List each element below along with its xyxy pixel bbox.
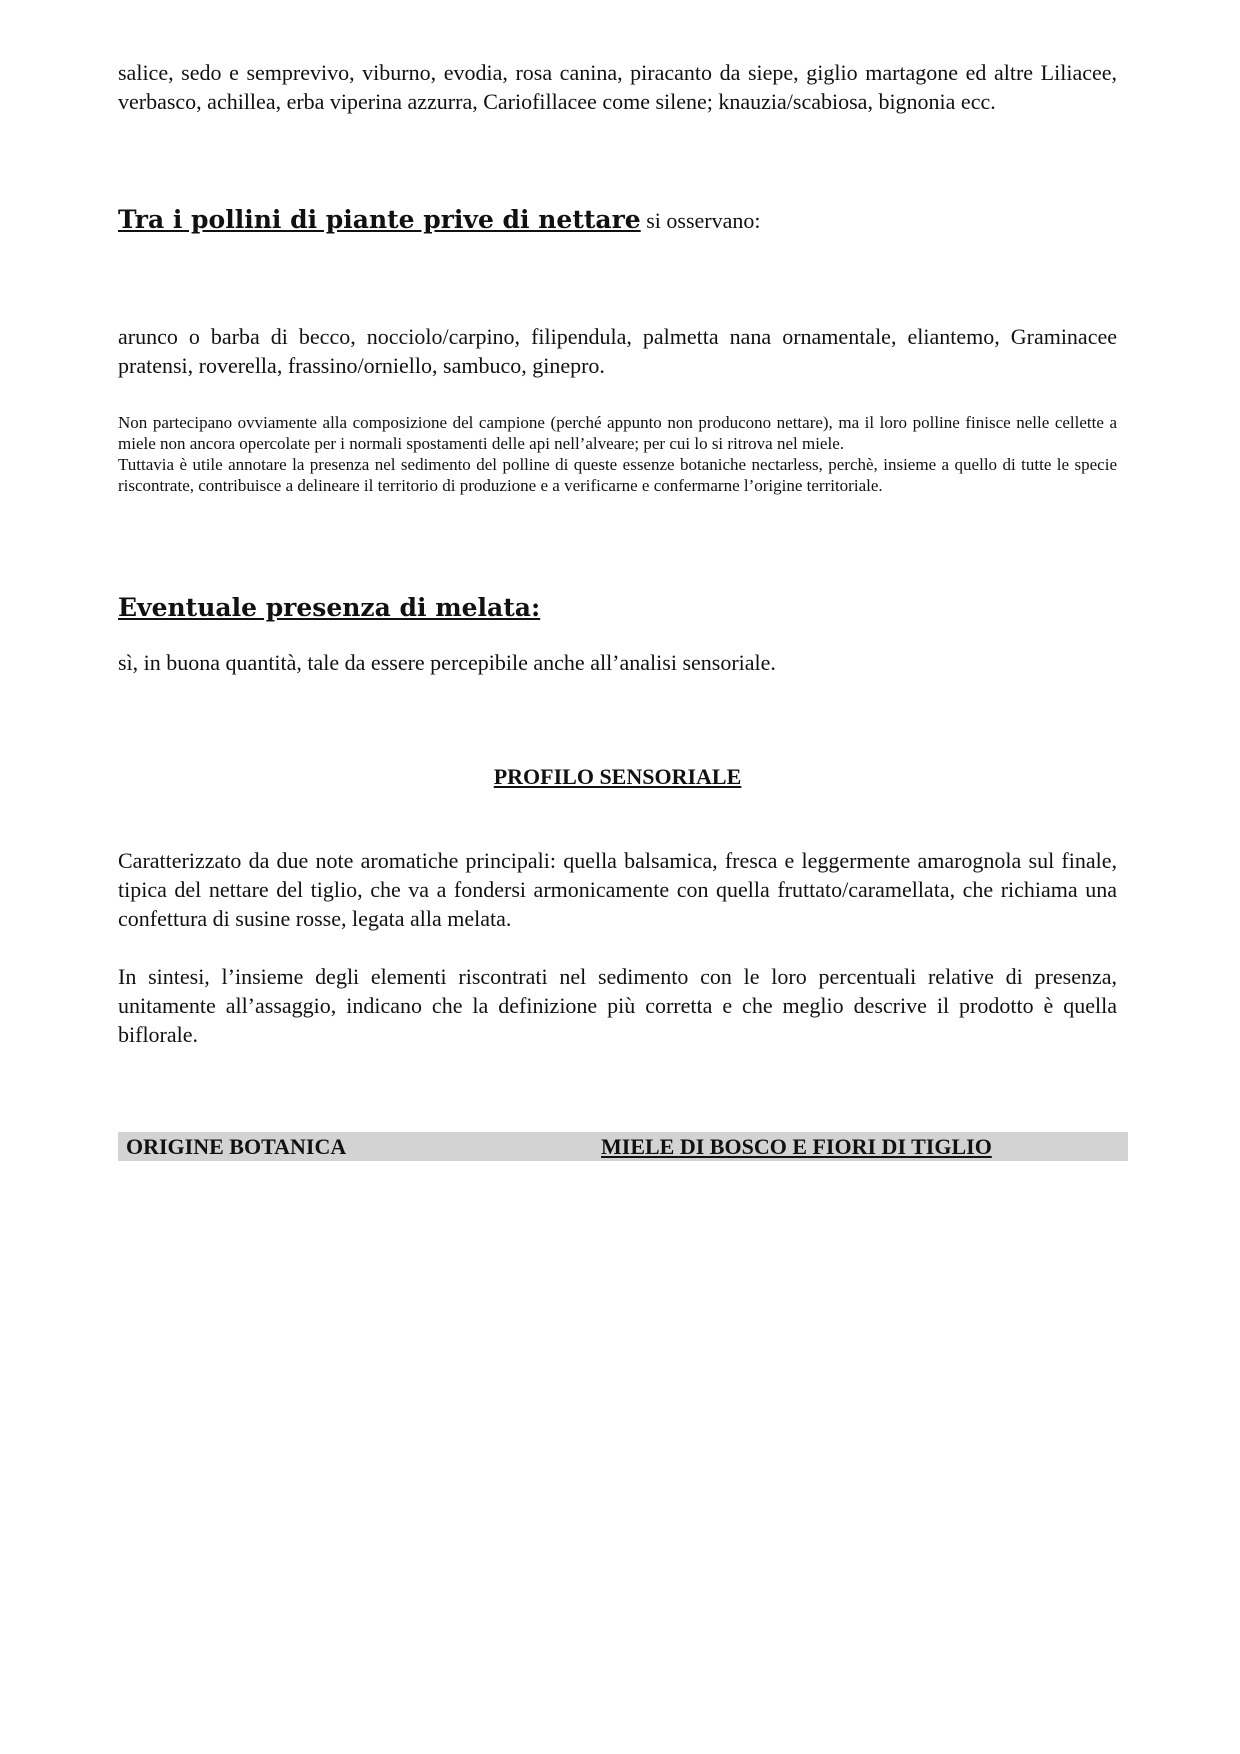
pollen-heading-title: Tra i pollini di piante prive di nettare xyxy=(118,205,641,234)
pollen-list-paragraph: arunco o barba di becco, nocciolo/carpino, filipendula, palmetta nana ornamentale, eliantemo, Graminacee pratensi, roverella, frassino/orniello, sambuco, ginepro. xyxy=(118,324,1117,378)
botanical-origin-label: ORIGINE BOTANICA xyxy=(126,1134,347,1159)
botanical-origin-value: MIELE DI BOSCO E FIORI DI TIGLIO xyxy=(601,1134,992,1159)
melata-paragraph: sì, in buona quantità, tale da essere percepibile anche all’analisi sensoriale. xyxy=(118,650,776,675)
botanical-origin-bar xyxy=(118,1132,1128,1161)
pollen-note xyxy=(118,412,1117,496)
pollen-heading-suffix: si osservano: xyxy=(640,208,761,233)
melata-heading: Eventuale presenza di melata: xyxy=(118,593,541,622)
pollen-heading xyxy=(118,204,1117,237)
pollen-note-2: Tuttavia è utile annotare la presenza nel sedimento del polline di queste essenze botaniche nectarless, perchè, insieme a quello di tutte le specie riscontrate, contribuisce a delineare il territorio di produzione e a verificarne e confermarne l’origine territoriale. xyxy=(118,455,1117,495)
sensory-paragraph-1: Caratterizzato da due note aromatiche principali: quella balsamica, fresca e leggermente amarognola sul finale, tipica del nettare del tiglio, che va a fondersi armonicamente con quella fruttato/caramellata, che richiama una confettura di susine rosse, legata alla melata. xyxy=(118,848,1117,931)
intro-paragraph: salice, sedo e semprevivo, viburno, evodia, rosa canina, piracanto da siepe, giglio martagone ed altre Liliacee, verbasco, achillea, erba viperina azzurra, Cariofillacee come silene; knauzia/scabiosa, bignonia ecc. xyxy=(118,60,1117,114)
sensory-paragraph-2: In sintesi, l’insieme degli elementi riscontrati nel sedimento con le loro percentuali relative di presenza, unitamente all’assaggio, indicano che la definizione più corretta e che meglio descrive il prodotto è quella biflorale. xyxy=(118,964,1117,1047)
pollen-note-1: Non partecipano ovviamente alla composizione del campione (perché appunto non producono nettare), ma il loro polline finisce nelle cellette a miele non ancora opercolate per i normali spostamenti delle api nell’alveare; per cui lo si ritrova nel miele. xyxy=(118,413,1117,453)
sensory-heading: PROFILO SENSORIALE xyxy=(493,764,742,789)
